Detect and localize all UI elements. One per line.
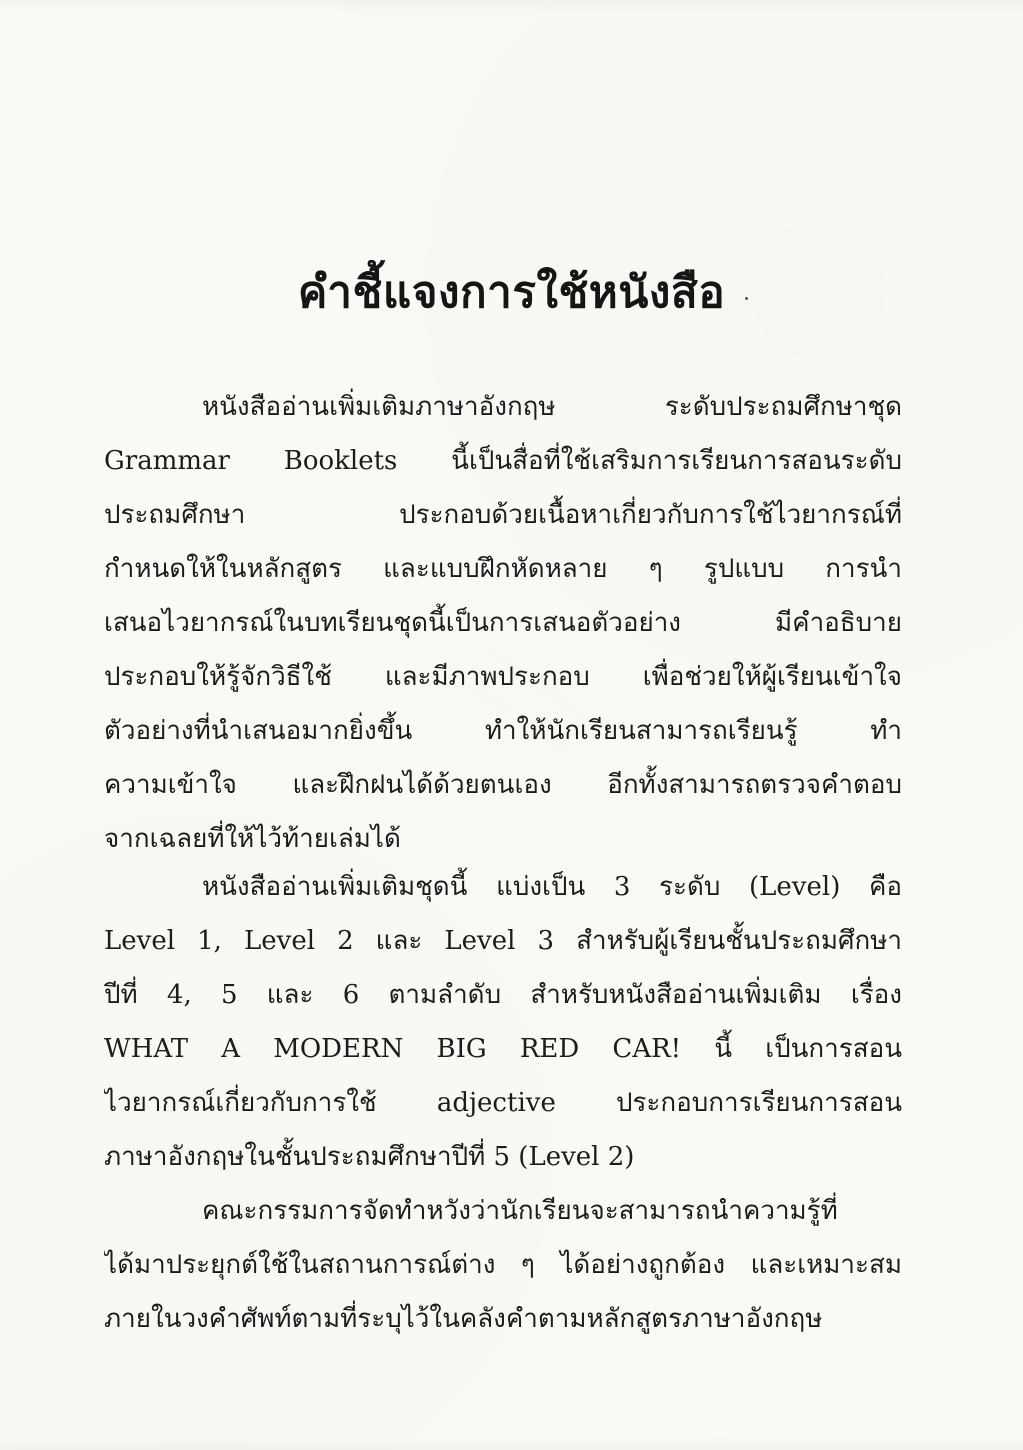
paragraph-1-line-9: จากเฉลยที่ให้ไว้ท้ายเล่มได้	[104, 824, 401, 854]
paragraph-1-line-1: หนังสืออ่านเพิ่มเติมภาษาอังกฤษ ระดับประถมศึกษาชุด	[202, 392, 902, 422]
stray-dot-mark	[745, 297, 748, 300]
paragraph-3-line-1: คณะกรรมการจัดทำหวังว่านักเรียนจะสามารถนำความรู้ที่	[202, 1196, 838, 1226]
paragraph-1-line-2: Grammar Booklets นี้เป็นสื่อที่ใช้เสริมการเรียนการสอนระดับ	[104, 446, 902, 476]
page-title: คำชี้แจงการใช้หนังสือ	[297, 267, 726, 318]
paragraph-2-line-2: Level 1, Level 2 และ Level 3 สำหรับผู้เรียนชั้นประถมศึกษา	[104, 926, 902, 956]
paragraph-3-line-2: ได้มาประยุกต์ใช้ในสถานการณ์ต่าง ๆ ได้อย่างถูกต้อง และเหมาะสม	[104, 1250, 902, 1280]
paragraph-1-line-7: ตัวอย่างที่นำเสนอมากยิ่งขึ้น ทำให้นักเรียนสามารถเรียนรู้ ทำ	[104, 716, 902, 746]
paragraph-2-line-6: ภาษาอังกฤษในชั้นประถมศึกษาปีที่ 5 (Level 2)	[104, 1142, 635, 1172]
paragraph-2-line-1: หนังสืออ่านเพิ่มเติมชุดนี้ แบ่งเป็น 3 ระดับ (Level) คือ	[202, 872, 902, 902]
paragraph-3-line-3: ภายในวงคำศัพท์ตามที่ระบุไว้ในคลังคำตามหลักสูตรภาษาอังกฤษ	[104, 1304, 823, 1334]
paragraph-1-line-8: ความเข้าใจ และฝึกฝนได้ด้วยตนเอง อีกทั้งสามารถตรวจคำตอบ	[104, 770, 902, 800]
paragraph-1-line-5: เสนอไวยากรณ์ในบทเรียนชุดนี้เป็นการเสนอตัวอย่าง มีคำอธิบาย	[104, 608, 902, 638]
paragraph-1-line-3: ประถมศึกษา ประกอบด้วยเนื้อหาเกี่ยวกับการใช้ไวยากรณ์ที่	[104, 500, 902, 530]
paragraph-1-line-4: กำหนดให้ในหลักสูตร และแบบฝึกหัดหลาย ๆ รูปแบบ การนำ	[104, 554, 902, 584]
page-bottom-shadow	[0, 1436, 1023, 1450]
page-top-shadow	[0, 0, 1023, 14]
paragraph-2-line-3: ปีที่ 4, 5 และ 6 ตามลำดับ สำหรับหนังสืออ่านเพิ่มเติม เรื่อง	[104, 980, 902, 1010]
paragraph-1-line-6: ประกอบให้รู้จักวิธีใช้ และมีภาพประกอบ เพื่อช่วยให้ผู้เรียนเข้าใจ	[104, 662, 902, 692]
paragraph-2-line-5: ไวยากรณ์เกี่ยวกับการใช้ adjective ประกอบการเรียนการสอน	[104, 1088, 902, 1118]
paragraph-2-line-4: WHAT A MODERN BIG RED CAR! นี้ เป็นการสอน	[104, 1034, 902, 1064]
